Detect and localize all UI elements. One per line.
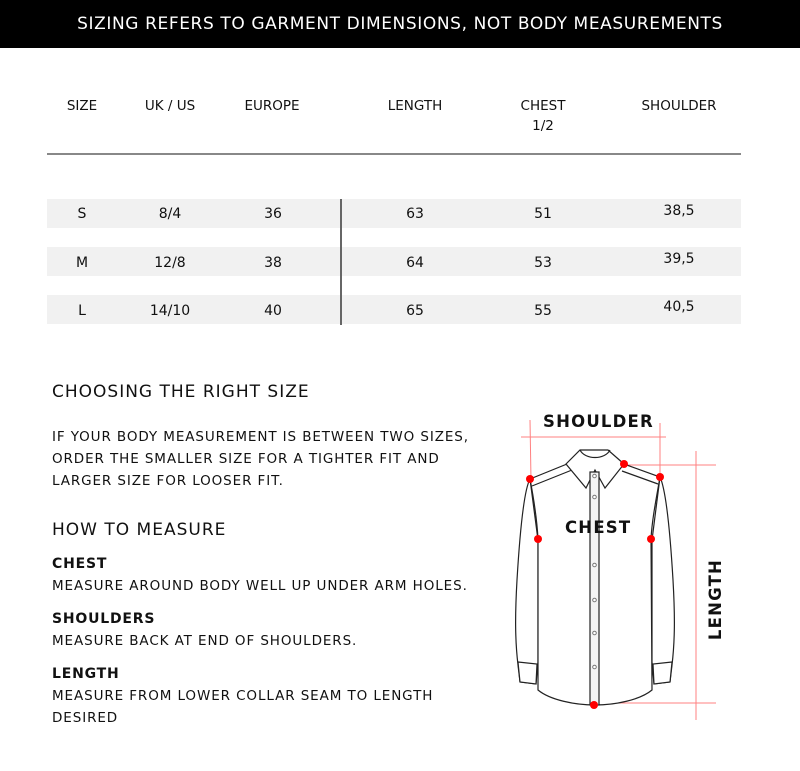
measure-chest-label: CHEST [52,556,108,572]
chest-label: CHEST [565,518,632,537]
measure-length-text-1: MEASURE FROM LOWER COLLAR SEAM TO LENGTH [52,688,434,704]
cell-europe: 38 [264,255,282,271]
banner-text: SIZING REFERS TO GARMENT DIMENSIONS, NOT BODY MEASUREMENTS [77,14,723,34]
length-label: LENGTH [706,558,726,641]
table-row [47,247,741,276]
cell-uk-us: 12/8 [154,255,186,271]
how-to-measure-title: HOW TO MEASURE [52,520,227,540]
chest-right-marker [647,535,655,543]
table-row [47,199,741,228]
cell-europe: 36 [264,206,282,222]
cell-length: 64 [406,255,424,271]
cell-shoulder: 40,5 [663,299,695,315]
cell-uk-us: 14/10 [149,303,191,319]
header-size: SIZE [66,98,98,114]
shoulder-label: SHOULDER [543,412,654,431]
shoulder-right-marker [656,473,664,481]
cell-shoulder: 38,5 [663,203,695,219]
cell-uk-us: 8/4 [158,206,182,222]
header-length: LENGTH [387,98,443,114]
cell-chest: 51 [534,206,552,222]
cell-length: 65 [406,303,424,319]
cell-size: L [78,303,86,319]
measure-shoulders-text: MEASURE BACK AT END OF SHOULDERS. [52,633,358,649]
cell-size: S [77,206,87,222]
cell-chest: 53 [534,255,552,271]
measure-length-text-2: DESIRED [52,710,119,726]
cell-size: M [75,255,89,271]
shirt-measurement-diagram [500,400,750,720]
measure-length-label: LENGTH [52,666,120,682]
hem-marker [590,701,598,709]
choosing-title: CHOOSING THE RIGHT SIZE [52,382,310,402]
measure-chest-text: MEASURE AROUND BODY WELL UP UNDER ARM HOLES. [52,578,468,594]
banner [0,0,800,48]
choosing-line-2: ORDER THE SMALLER SIZE FOR A TIGHTER FIT AND [52,451,440,467]
chest-left-marker [534,535,542,543]
choosing-line-1: IF YOUR BODY MEASUREMENT IS BETWEEN TWO SIZES, [52,429,469,445]
cell-shoulder: 39,5 [663,251,695,267]
measure-shoulders-label: SHOULDERS [52,611,156,627]
header-uk-us: UK / US [144,98,196,114]
collar-seam-marker [620,460,628,468]
cell-chest: 55 [534,303,552,319]
choosing-line-3: LARGER SIZE FOR LOOSER FIT. [52,473,284,489]
cell-europe: 40 [264,303,282,319]
header-shoulder: SHOULDER [641,98,717,114]
column-divider [340,199,342,325]
header-europe: EUROPE [244,98,300,114]
shoulder-left-marker [526,475,534,483]
header-divider [47,153,741,155]
cell-length: 63 [406,206,424,222]
header-chest: CHEST 1/2 [520,98,566,134]
header-chest-sub: 1/2 [532,118,554,134]
